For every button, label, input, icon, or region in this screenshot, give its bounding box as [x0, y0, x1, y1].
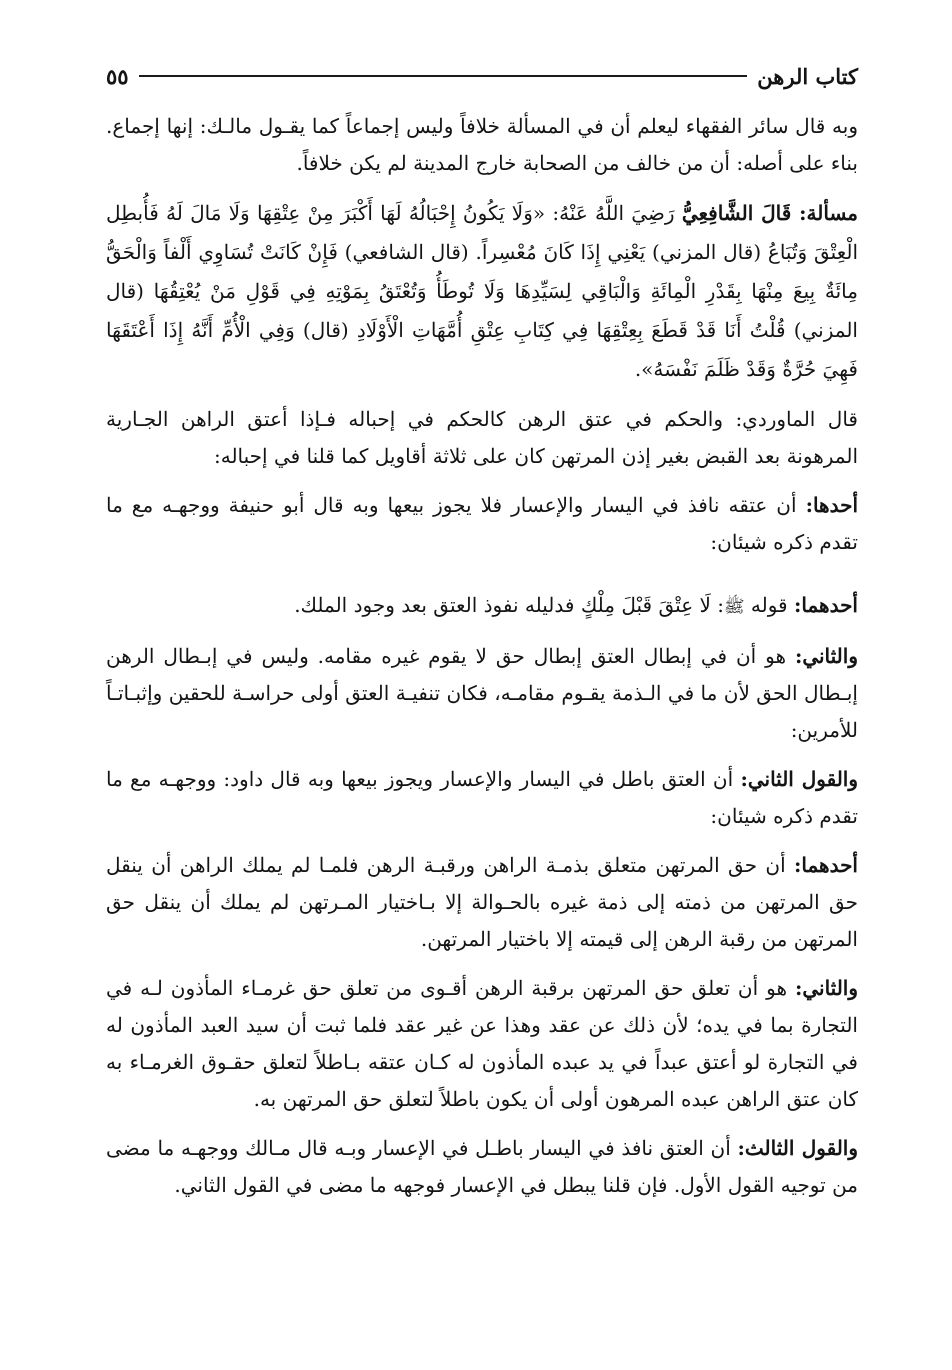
paragraph-masala [106, 194, 858, 389]
paragraph-second-opinion [106, 761, 858, 835]
paragraph-second-opinion-proof-2 [106, 970, 858, 1118]
paragraph-first-proof: أحدهما: قوله ﷺ: لَا عِتْقَ قَبْلَ مِلْكٍ فدليله نفوذ العتق بعد وجود الملك. [294, 593, 858, 617]
salutation-glyph: ﷺ [724, 597, 745, 617]
paragraph-mawardi [106, 401, 858, 475]
paragraph-text: وبه قال سائر الفقهاء ليعلم أن في المسألة خلافاً وليس إجماعاً كما يقـول مالـك: إنها إجماع. بناء على أصله: أن من خالف من الصحابة خارج المدينة لم يكن خلافاً. [106, 114, 858, 175]
paragraph-third-opinion [106, 1130, 858, 1204]
paragraph-text: أن عتقه نافذ في اليسار والإعسار فلا يجوز بيعها وبه قال أبو حنيفة ووجهـه مع ما تقدم ذكره شيئان: [106, 493, 858, 554]
hadith-quote: لَا عِتْقَ قَبْلَ مِلْكٍ [580, 593, 711, 617]
book-title: كتاب الرهن [757, 63, 858, 89]
running-header [106, 58, 858, 94]
paragraph-lead: والقول الثاني: [740, 767, 859, 791]
paragraph-text-before: قوله [750, 593, 788, 617]
paragraph-first-opinion [106, 487, 858, 561]
paragraph-text: رَضِيَ اللَّهُ عَنْهُ: «وَلَا يَكُونُ إِحْبَالُهُ لَهَا أَكْبَرَ مِنْ عِتْقِهَا وَلَا مَالَ لَهُ فَأُبطِل الْعِتْقَ وَتُبَاعُ (قال المزني) يَعْنِي إِذَا كَانَ مُعْسِراً. (قال الشافعي) فَإِنْ كَانَتْ تُسَاوِي أَلْفاً وَالْحَقُّ مِائَةٌ بِيعَ مِنْهَا بِقَدْرِ الْمِائَةِ وَالْبَاقِي لِسَيِّدِهَا وَلَا تُوطَأُ وَتُعْتَقُ بِمَوْتِهِ فِي قَوْلِ مَنْ يُعْتِقُهَا (قال المزني) قُلْتُ أَنَا قَدْ قَطَعَ بِعِتْقِهَا فِي كِتَابِ عِتْقِ أُمَّهَاتِ الْأَوْلَادِ (قال) وَفِي الْأُمِّ أَنَّهُ إِذَا أَعْتَقَهَا فَهِيَ حُرَّةٌ وَقَدْ ظَلَمَ نَفْسَهُ». [106, 201, 858, 381]
paragraph-lead: أحدها: [805, 493, 859, 517]
paragraph-text: أن العتق نافذ في اليسار باطـل في الإعسار وبـه قال مـالك ووجهـه ما مضى من توجيه القول الأول. فإن قلنا يبطل في الإعسار فوجهه ما مضى في القول الثاني. [106, 1136, 858, 1197]
paragraph-text: قال الماوردي: والحكم في عتق الرهن كالحكم في إحباله فـإذا أعتق الراهن الجـارية المرهونة بعد القبض بغير إذن المرتهن كان على ثلاثة أقاويل كما قلنا في إحباله: [106, 407, 858, 468]
paragraph-second-opinion-proof-1 [106, 847, 858, 958]
paragraph-text: فدليله نفوذ العتق بعد وجود الملك. [294, 593, 575, 617]
header-rule [139, 75, 748, 77]
paragraph-text: هو أن تعلق حق المرتهن برقبة الرهن أقـوى من تعلق حق غرمـاء المأذون لـه في التجارة بما في يده؛ لأن ذلك عن عقد وهذا عن غير عقد فلما ثبت أن سيد العبد المأذون له في التجارة لو أعتق عبداً في يد عبده المأذون له كـان عتقه بـاطلاً لتعلق حقـوق الغرمـاء به كان عتق الراهن عبده المرهون أولى أن يكون باطلاً لتعلق حق المرتهن به. [106, 976, 858, 1111]
paragraph-lead: أحدهما: [793, 593, 858, 617]
paragraph-second-proof [106, 638, 858, 749]
paragraph-lead: والثاني: [794, 976, 859, 1000]
paragraph-lead: والثاني: [794, 644, 858, 668]
paragraph-text: أن العتق باطل في اليسار والإعسار ويجوز بيعها وبه قال داود: ووجهـه مع ما تقدم ذكره شيئان: [106, 767, 858, 828]
page-number: ٥٥ [106, 63, 129, 89]
paragraph-text: أن حق المرتهن متعلق بذمـة الراهن ورقبـة الرهن فلمـا لم يملك الراهن أن ينقل حق المرتهن من ذمته إلى ذمة غيره بالحـوالة إلا بـاختيار المـرتهن لم يملك أن ينقل حق المرتهن من رقبة الرهن إلى قيمته إلا باختيار المرتهن. [106, 853, 858, 951]
paragraph-ijma [106, 108, 858, 182]
paragraph-lead: والقول الثالث: [737, 1136, 859, 1160]
paragraph-text: هو أن في إبطال العتق إبطال حق لا يقوم غيره مقامه. وليس في إبـطال الرهن إبـطال الحق لأن ما في الـذمة يقـوم مقامـه، فكان تنفيـة العتق أولى حراسـة للحقين وإثبـاتـاً للأمرين: [106, 644, 858, 742]
paragraph-lead: مسألة: قَالَ الشَّافِعِيُّ [681, 201, 859, 225]
paragraph-lead: أحدهما: [793, 853, 858, 877]
